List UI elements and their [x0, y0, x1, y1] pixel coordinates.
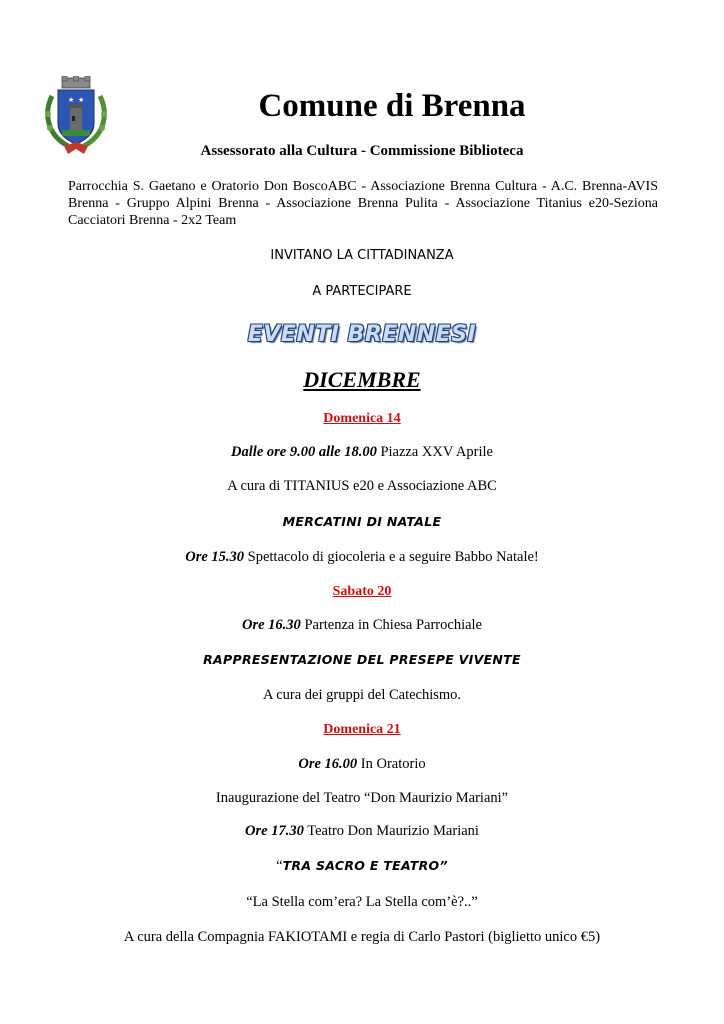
day-heading: Domenica 21: [323, 722, 401, 737]
schedule-line: [0, 822, 724, 840]
description-text: Spettacolo di giocoleria e a seguire Babbo Natale!: [244, 549, 539, 565]
svg-text:★: ★: [78, 96, 85, 104]
day-heading-row: [0, 582, 724, 601]
day-heading: Sabato 20: [332, 584, 392, 599]
event-title: TRA SACRO E TEATRO”: [282, 858, 448, 873]
show-title-line: “La Stella com’era? La Stella com’è?..”: [246, 894, 478, 910]
event-title: MERCATINI DI NATALE: [282, 514, 442, 529]
place-text: Partenza in Chiesa Parrochiale: [300, 617, 482, 633]
event-title-row: [0, 513, 724, 531]
month-heading: DICEMBRE: [303, 367, 421, 392]
schedule-line: [0, 755, 724, 773]
month-heading-row: [0, 366, 724, 397]
time-label: Ore 16.30: [242, 617, 301, 633]
events-title: EVENTI BRENNESI: [247, 322, 477, 347]
schedule-line: [0, 616, 724, 634]
place-text: In Oratorio: [357, 756, 426, 772]
page-title: Comune di Brenna: [258, 88, 526, 124]
event-title: RAPPRESENTAZIONE DEL PRESEPE VIVENTE: [203, 652, 521, 667]
day-heading-row: [0, 409, 724, 428]
place-text: Piazza XXV Aprile: [376, 444, 493, 460]
time-label: Ore 15.30: [185, 549, 245, 565]
event-title-row: [0, 857, 724, 875]
day-heading: Domenica 14: [323, 411, 401, 426]
invite-line-1: INVITANO LA CITTADINANZA: [270, 248, 454, 263]
invite-line-2: A PARTECIPARE: [312, 284, 412, 299]
organizer-line: A cura dei gruppi del Catechismo.: [262, 687, 462, 703]
time-label: Ore 16.00: [298, 756, 358, 772]
time-label: Ore 17.30: [245, 823, 304, 839]
events-title-wordart: [0, 321, 724, 351]
schedule-line: [0, 443, 724, 461]
event-title-row: [0, 651, 724, 669]
associations-paragraph: Parrocchia S. Gaetano e Oratorio Don BoscoABC - Associazione Brenna Cultura - A.C. Brenna-AVIS Brenna - Gruppo Alpini Brenna - Associazione Brenna Pulita - Associazione Titanius e20-Seziona Cacciatori Brenna - 2x2 Team: [68, 179, 658, 228]
page-subtitle: Assessorato alla Cultura - Commissione Biblioteca: [200, 143, 524, 159]
time-label: Dalle ore 9.00 alle 18.00: [231, 444, 377, 460]
organizer-line: A cura della Compagnia FAKIOTAMI e regia di Carlo Pastori (biglietto unico €5): [123, 929, 601, 945]
schedule-line: [0, 548, 724, 566]
day-heading-row: [0, 720, 724, 739]
event-open-quote: “: [276, 858, 283, 874]
place-text: Teatro Don Maurizio Mariani: [303, 823, 479, 839]
inauguration-line: Inaugurazione del Teatro “Don Maurizio Mariani”: [215, 790, 509, 806]
svg-text:★: ★: [68, 96, 75, 104]
organizer-line: A cura di TITANIUS e20 e Associazione ABC: [227, 478, 497, 494]
